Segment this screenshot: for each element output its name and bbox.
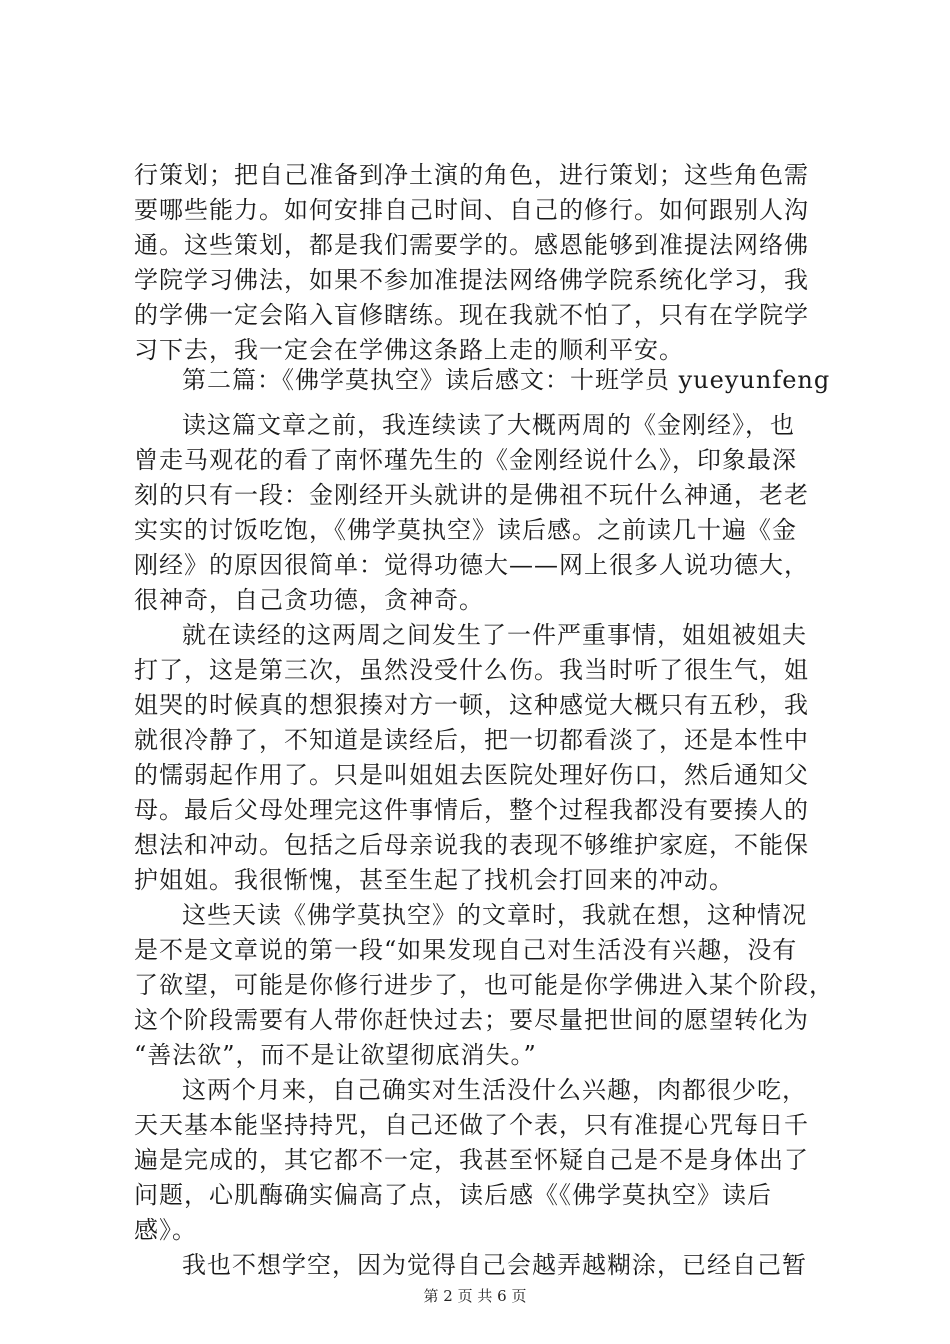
- text-line: 学院学习佛法，如果不参加准提法网络佛学院系统化学习，我: [134, 266, 809, 294]
- text-line: 问题，心肌酶确实偏高了点，读后感《《佛学莫执空》读后: [134, 1181, 772, 1209]
- text-line: 就很冷静了，不知道是读经后，把一切都看淡了，还是本性中: [134, 726, 809, 754]
- text-line: 护姐姐。我很惭愧，甚至生起了找机会打回来的冲动。: [134, 866, 734, 894]
- text-line: 天天基本能坚持持咒，自己还做了个表，只有准提心咒每日千: [134, 1111, 809, 1139]
- text-line: 感》。: [134, 1216, 197, 1244]
- text-line: “善法欲”，而不是让欲望彻底消失。”: [134, 1041, 537, 1069]
- text-line: 实实的讨饭吃饱，《佛学莫执空》读后感。之前读几十遍《金: [134, 516, 797, 544]
- text-line: 行策划；把自己准备到净土演的角色，进行策划；这些角色需: [134, 161, 809, 189]
- text-line: 的懦弱起作用了。只是叫姐姐去医院处理好伤口，然后通知父: [134, 761, 809, 789]
- page-indicator: 第 2 页 共 6 页: [423, 1287, 527, 1305]
- text-line: 我也不想学空，因为觉得自己会越弄越糊涂，已经自己暂: [182, 1251, 807, 1279]
- text-line: 遍是完成的，其它都不一定，我甚至怀疑自己是不是身体出了: [134, 1146, 809, 1174]
- text-line: 就在读经的这两周之间发生了一件严重事情，姐姐被姐夫: [182, 621, 807, 649]
- text-line: 了欲望，可能是你修行进步了，也可能是你学佛进入某个阶段，: [134, 971, 834, 999]
- section-heading: 第二篇：《佛学莫执空》读后感文：十班学员 yueyunfeng: [182, 366, 831, 394]
- text-line: 通。这些策划，都是我们需要学的。感恩能够到准提法网络佛: [134, 231, 809, 259]
- text-line: 刻的只有一段：金刚经开头就讲的是佛祖不玩什么神通，老老: [134, 481, 809, 509]
- text-line: 这两个月来，自己确实对生活没什么兴趣，肉都很少吃，: [182, 1076, 807, 1104]
- text-line: 这些天读《佛学莫执空》的文章时，我就在想，这种情况: [182, 901, 807, 929]
- text-line: 母。最后父母处理完这件事情后，整个过程我都没有要揍人的: [134, 796, 809, 824]
- text-line: 姐哭的时候真的想狠揍对方一顿，这种感觉大概只有五秒，我: [134, 691, 809, 719]
- text-line: 很神奇，自己贪功德，贪神奇。: [134, 586, 484, 614]
- text-line: 想法和冲动。包括之后母亲说我的表现不够维护家庭，不能保: [134, 831, 809, 859]
- text-line: 刚经》的原因很简单：觉得功德大——网上很多人说功德大，: [134, 551, 809, 579]
- page-footer: [0, 1285, 950, 1306]
- text-line: 要哪些能力。如何安排自己时间、自己的修行。如何跟别人沟: [134, 196, 809, 224]
- text-line: 习下去，我一定会在学佛这条路上走的顺利平安。: [134, 336, 684, 364]
- text-line: 读这篇文章之前，我连续读了大概两周的《金刚经》，也: [182, 411, 795, 439]
- text-line: 这个阶段需要有人带你赶快过去；要尽量把世间的愿望转化为: [134, 1006, 809, 1034]
- text-line: 曾走马观花的看了南怀瑾先生的《金刚经说什么》，印象最深: [134, 446, 797, 474]
- text-line: 打了，这是第三次，虽然没受什么伤。我当时听了很生气，姐: [134, 656, 809, 684]
- text-line: 是不是文章说的第一段“如果发现自己对生活没有兴趣，没有: [134, 936, 798, 964]
- text-line: 的学佛一定会陷入盲修瞎练。现在我就不怕了，只有在学院学: [134, 301, 809, 329]
